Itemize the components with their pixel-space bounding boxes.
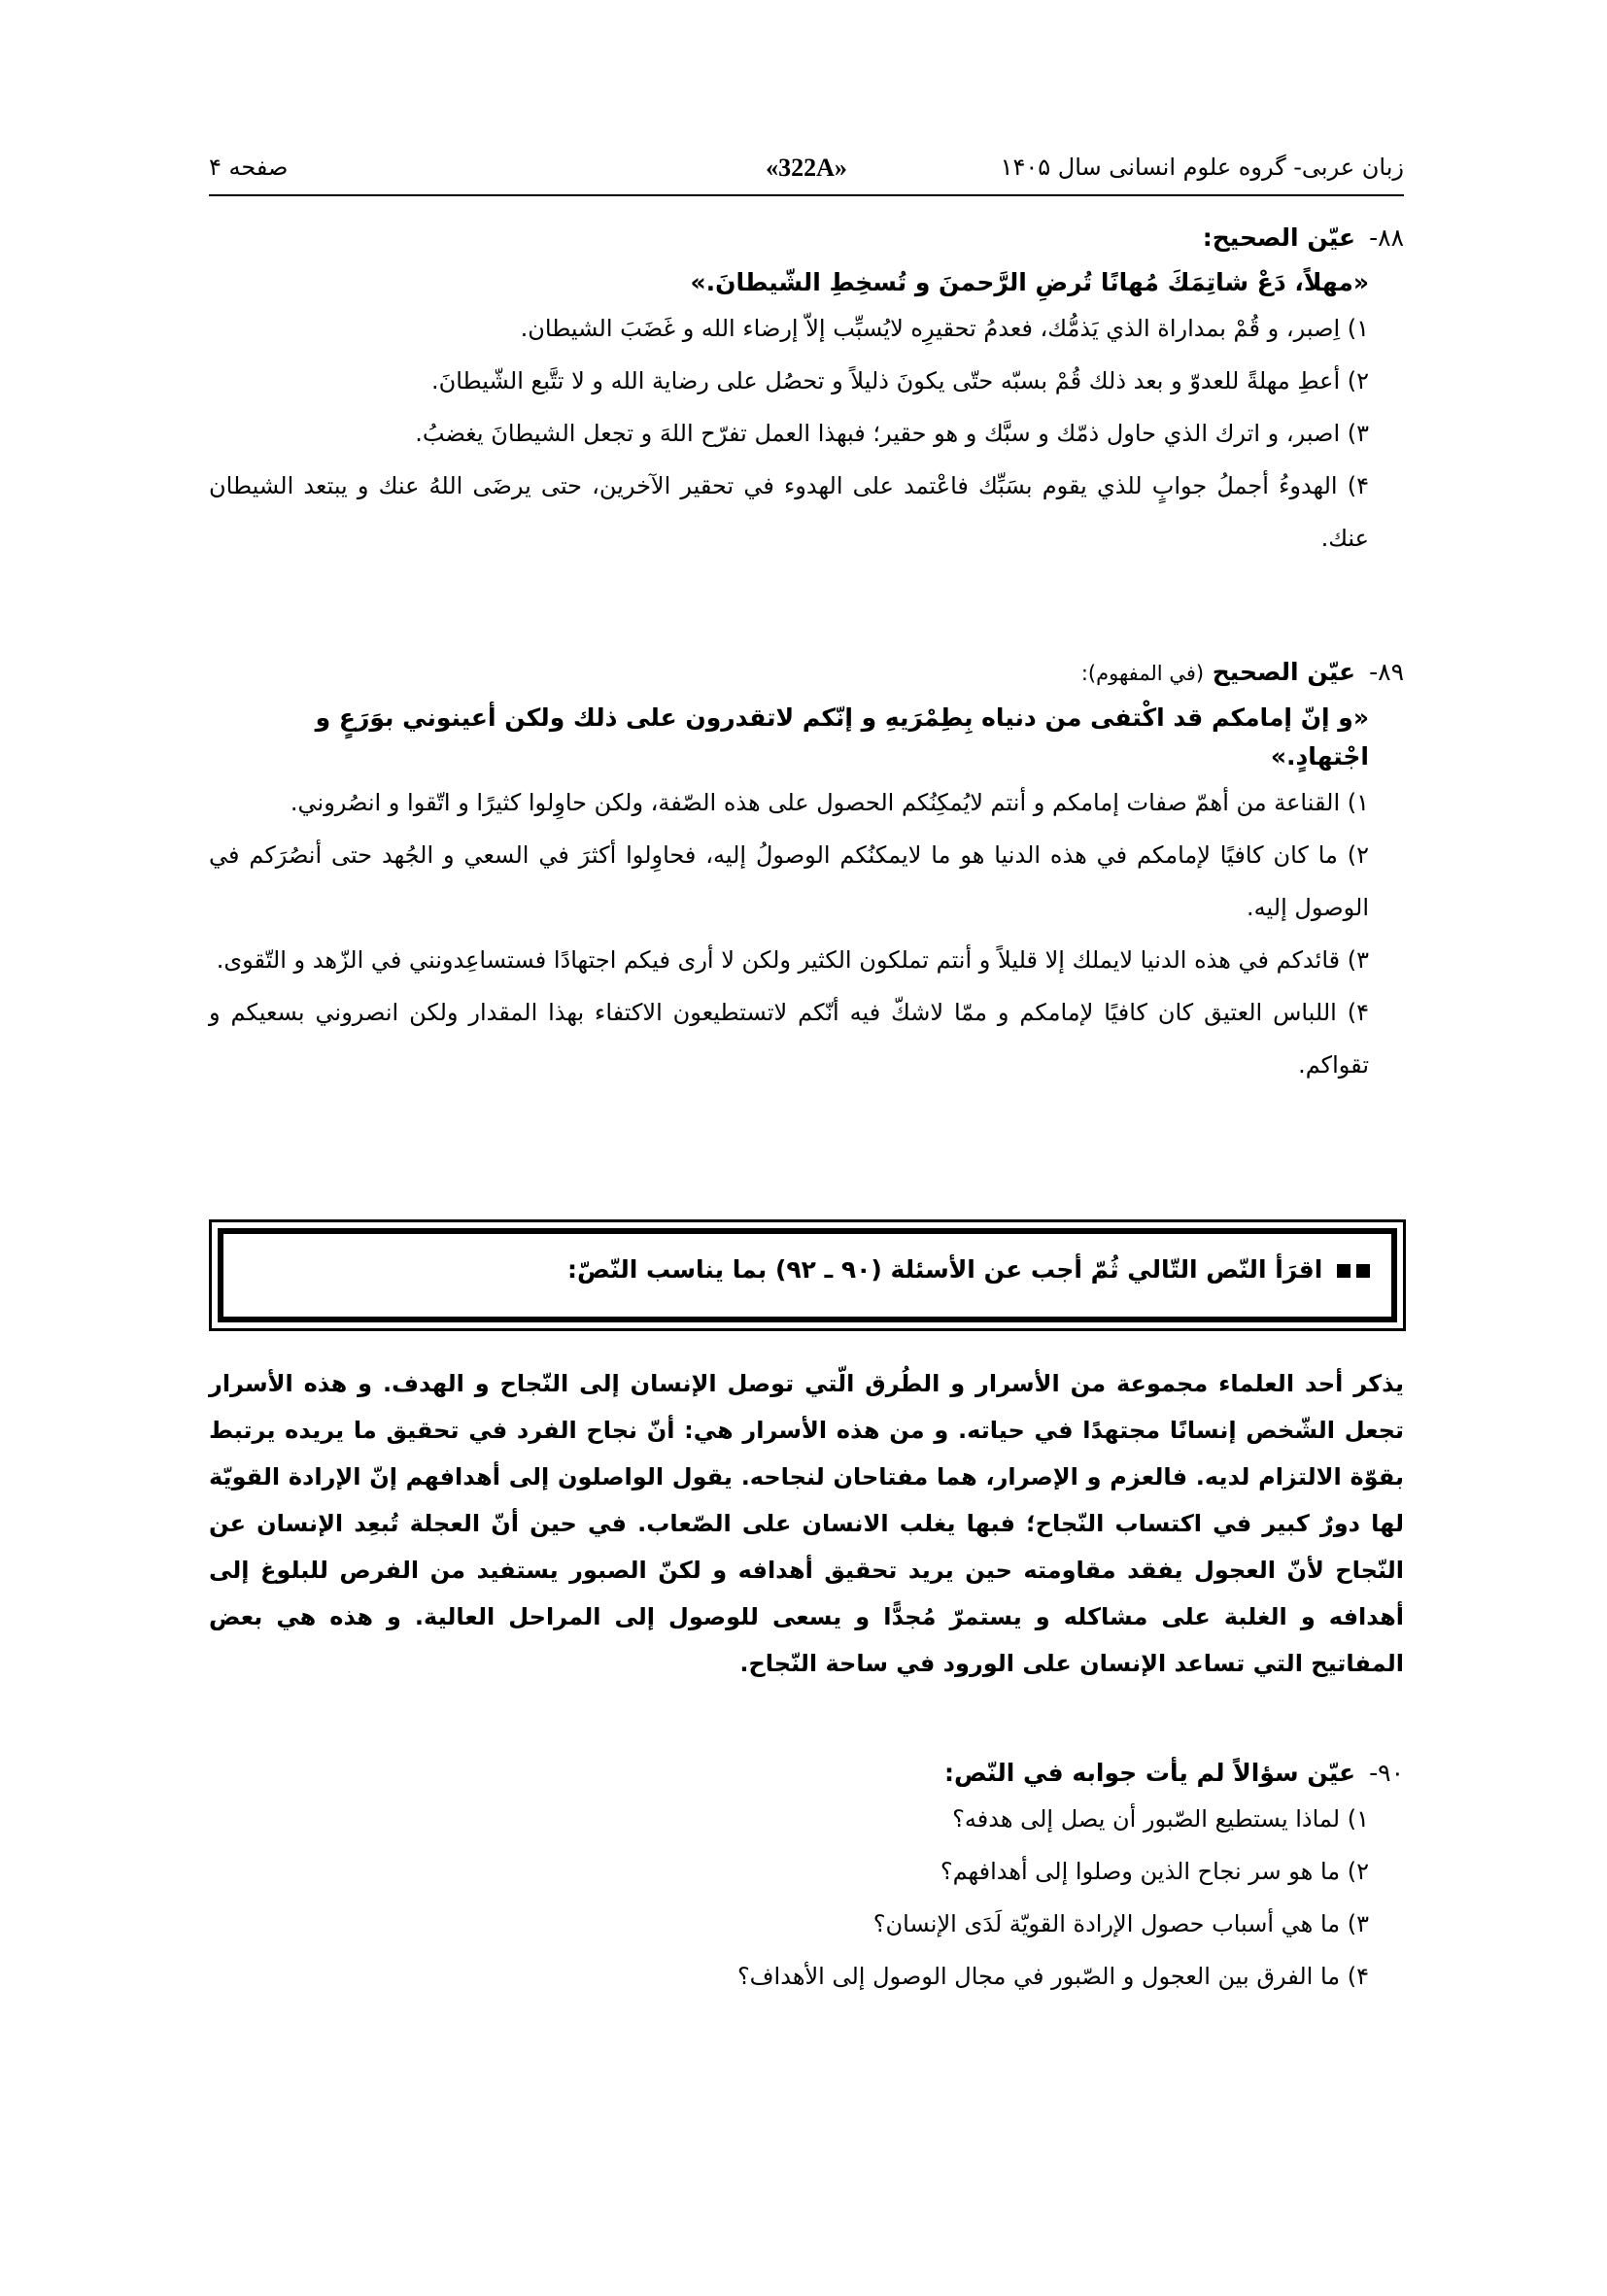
option-1[interactable]: ۱) القناعة من أهمّ صفات إمامکم و أنتم لایُمکِنُکم الحصول علی هذه الصّفة، ولکن حاوِلوا کثیرًا و اتّقوا و انصُروني.: [290, 789, 1369, 816]
option-3[interactable]: ۳) قائدکم في هذه الدنیا لایملك إلا قلیلاً و أنتم تملکون الکثیر ولکن لا أری فیکم اجتهادًا فستساعِدونني في الزّهد و التّقوی.: [216, 946, 1369, 974]
bullet-square-icon: [1337, 1264, 1351, 1278]
page-number: صفحه ۴: [209, 154, 289, 181]
instruction-box: [209, 1219, 1406, 1331]
question-stem: «مهلاً، دَعْ شاتِمَكَ مُهانًا تُرضِ الرَّحمنَ و تُسخِطِ الشّیطانَ.»: [690, 268, 1369, 296]
option-1[interactable]: ۱) لماذا یستطیع الصّبور أن یصل إلی هدفه؟: [952, 1805, 1369, 1833]
option-1[interactable]: ۱) اِصبر، و قُمْ بمداراة الذي یَذمُّك، فعدمُ تحقیرِه لایُسبِّب إلاّ إرضاء الله و غَضَبَ الشیطان.: [520, 315, 1369, 342]
option-2[interactable]: ۲) ما هو سر نجاح الذین وصلوا إلی أهدافهم؟: [940, 1858, 1369, 1885]
question-heading: عیّن الصحیح: [1212, 658, 1356, 686]
question-number: ۸۸-: [1369, 223, 1404, 252]
question-heading: عیّن سؤالاً لم یأت جوابه في النّص:: [944, 1759, 1356, 1787]
question-89: [209, 653, 1404, 1091]
booklet-code: «322A»: [766, 154, 847, 182]
option-4[interactable]: ۴) اللباس العتیق کان کافیًا لإمامکم و ممّا لاشكّ فیه أنّکم لاتستطیعون الاکتفاء بهذا المقدار ولکن انصروني بسعیکم و تقواکم.: [209, 999, 1369, 1079]
question-heading: عیّن الصحیح:: [1202, 223, 1356, 252]
option-4[interactable]: ۴) ما الفرق بین العجول و الصّبور في مجال الوصول إلی الأهداف؟: [736, 1963, 1369, 1990]
instruction-inner: [218, 1228, 1397, 1322]
question-90: [209, 1754, 1404, 2003]
question-stem: «و إنّ إمامکم قد اکْتفی من دنیاه بِطِمْرَیهِ و إنّکم لاتقدرون علی ذلك ولکن أعینوني بوَرَعٍ و اجْتهادٍ.»: [315, 703, 1369, 771]
option-2[interactable]: ۲) أعطِ مهلةً للعدوّ و بعد ذلك قُمْ بسبّه حتّی یکونَ ذلیلاً و تحصُل علی رضایة الله و لا تتَّبع الشّیطانَ.: [430, 367, 1369, 394]
question-88: [209, 219, 1404, 565]
question-title: [209, 1754, 1404, 1793]
instruction-text: اقرَأ النّص التّالي ثُمّ أجب عن الأسئلة (۹۰ ـ ۹۲) بما یناسب النّصّ:: [567, 1255, 1323, 1284]
bullet-square-icon: [1356, 1264, 1370, 1278]
exam-title: زبان عربی- گروه علوم انسانی سال ۱۴۰۵: [1000, 154, 1404, 181]
question-number: ۸۹-: [1369, 658, 1404, 686]
question-title: [209, 219, 1404, 257]
question-title: [209, 653, 1404, 693]
page-header: [209, 146, 1404, 196]
option-3[interactable]: ۳) ما هي أسباب حصول الإرادة القویّة لَدَی الإنسان؟: [872, 1910, 1369, 1937]
option-3[interactable]: ۳) اصبر، و اترك الذي حاول ذمّك و سبَّك و هو حقیر؛ فبهذا العمل تفرّح اللهَ و تجعل الشیطانَ یغضبُ.: [415, 420, 1369, 447]
question-note: (في المفهوم):: [1080, 662, 1205, 685]
reading-passage: یذکر أحد العلماء مجموعة من الأسرار و الطُرق الّتي توصل الإنسان إلی النّجاح و الهدف. و هذه الأسرار تجعل الشّخص إنسانًا مجتهدًا في حیاته. و من هذه الأسرار هي: أنّ نجاح الفرد في تحقیق ما یریده یرتبط بقوّة الالتزام لدیه. فالعزم و الإصرار، هما مفتاحان لنجاحه. یقول الواصلون إلی أهدافهم إنّ الإرادة القویّة لها دورٌ کبیر في اکتساب النّجاح؛ فبها یغلب الانسان علی الصّعاب. في حین أنّ العجلة تُبعِد الإنسان عن النّجاح لأنّ العجول یفقد مقاومته حین یرید تحقیق أهدافه و لکنّ الصبور یستفید من الفرص للبلوغ إلی أهدافه و الغلبة علی مشاکله و یستمرّ مُجدًّا و یسعی للوصول إلی المراحل العالیة. و هذه هي بعض المفاتیح التي تساعد الإنسان علی الورود في ساحة النّجاح.: [209, 1370, 1404, 1677]
option-4[interactable]: ۴) الهدوءُ أجملُ جوابٍ للذي یقوم بسَبِّك فاعْتمد علی الهدوء في تحقیر الآخرین، حتی یرضَی اللهُ عنك و یبتعد الشیطان عنك.: [209, 472, 1369, 552]
option-2[interactable]: ۲) ما کان کافیًا لإمامکم في هذه الدنیا هو ما لایمکنُکم الوصولُ إلیه، فحاوِلوا أکثرَ في السعي و الجُهد حتی أنصُرَکم في الوصول إلیه.: [209, 841, 1369, 921]
question-number: ۹۰-: [1369, 1759, 1404, 1787]
